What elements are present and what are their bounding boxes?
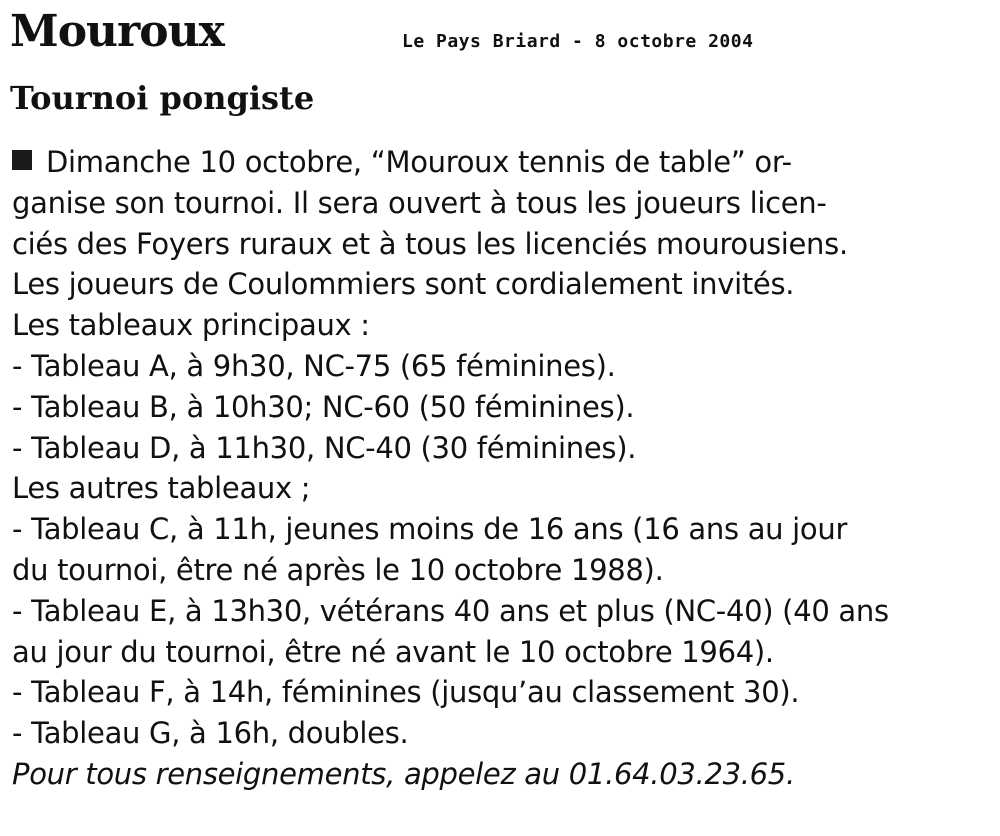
- article-header: [10, 4, 980, 64]
- body-line-1: [12, 142, 987, 183]
- body-line-12: - Tableau E, à 13h30, vétérans 40 ans et plus (NC-40) (40 ans: [12, 593, 889, 628]
- body-line-4: Les joueurs de Coulommiers sont cordialement invités.: [12, 267, 795, 302]
- body-line-14: - Tableau F, à 14h, féminines (jusqu’au classement 30).: [12, 675, 800, 710]
- body-line-5: Les tableaux principaux :: [12, 308, 370, 343]
- body-line-8: - Tableau D, à 11h30, NC-40 (30 féminines).: [12, 430, 637, 465]
- body-line-text: Dimanche 10 octobre, “Mouroux tennis de table” or-: [46, 145, 792, 179]
- town-heading: Mouroux: [10, 6, 224, 57]
- article-body: [12, 142, 987, 795]
- body-line-3: ciés des Foyers ruraux et à tous les licenciés mourousiens.: [12, 226, 848, 261]
- contact-footer: Pour tous renseignements, appelez au 01.64.03.23.65.: [12, 756, 795, 791]
- body-line-11: du tournoi, être né après le 10 octobre 1988).: [12, 552, 664, 587]
- body-line-7: - Tableau B, à 10h30; NC-60 (50 féminines).: [12, 389, 635, 424]
- body-line-15: - Tableau G, à 16h, doubles.: [12, 716, 409, 751]
- body-line-9: Les autres tableaux ;: [12, 471, 311, 506]
- body-line-10: - Tableau C, à 11h, jeunes moins de 16 ans (16 ans au jour: [12, 512, 848, 547]
- body-line-6: - Tableau A, à 9h30, NC-75 (65 féminines).: [12, 348, 616, 383]
- square-bullet-icon: [12, 150, 32, 170]
- article-headline: Tournoi pongiste: [10, 79, 315, 117]
- body-line-13: au jour du tournoi, être né avant le 10 octobre 1964).: [12, 634, 774, 669]
- source-stamp: Le Pays Briard - 8 octobre 2004: [402, 31, 754, 52]
- body-line-2: ganise son tournoi. Il sera ouvert à tous les joueurs licen-: [12, 185, 827, 220]
